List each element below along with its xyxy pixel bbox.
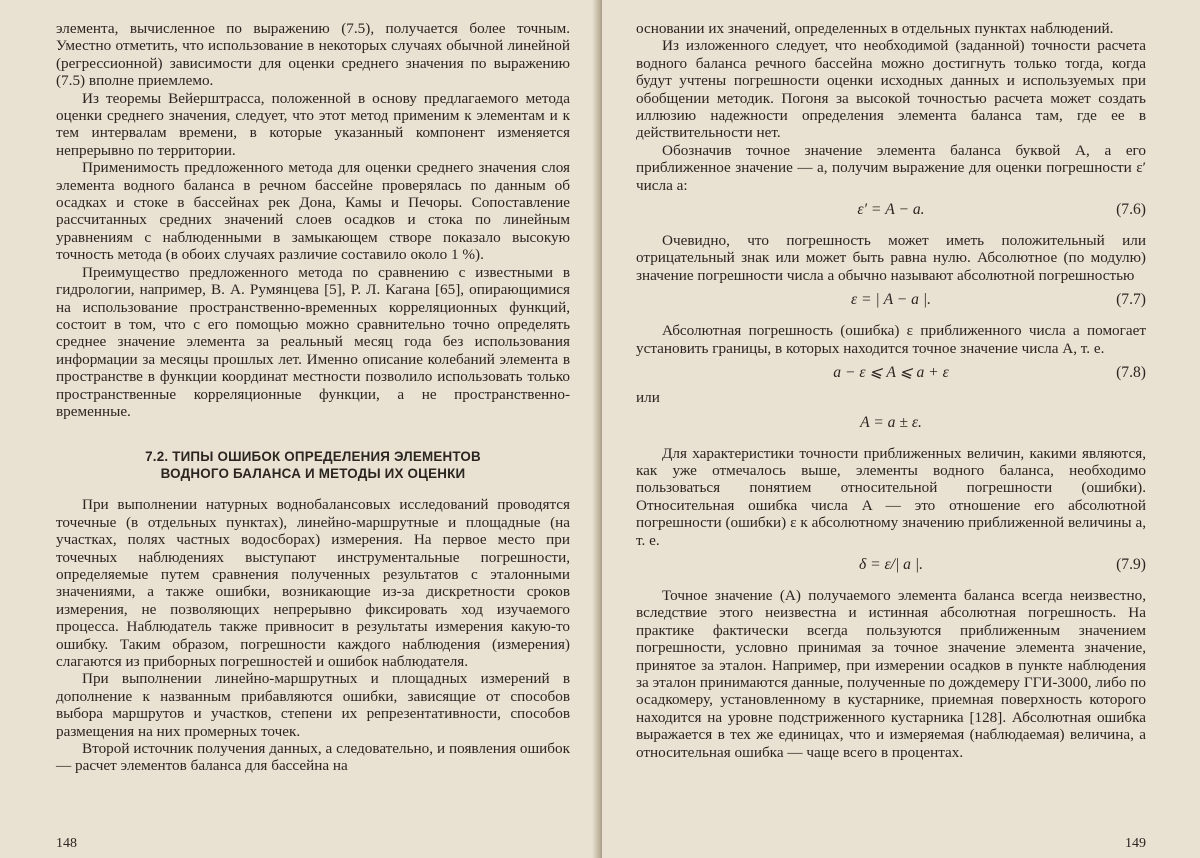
paragraph: Из теоремы Вейерштрасса, положенной в основу предлагаемого метода оценки среднего значения, следует, что этот метод применим к элементам и к тем интервалам времени, в которые указанный компонент изменяется непрерывно по территории. (56, 89, 570, 159)
formula-7-9 (636, 553, 1146, 577)
connector-text: или (636, 389, 660, 407)
paragraph: Абсолютная погрешность (ошибка) ε приближенного числа a помогает установить границы, в которых находится точное значение числа A, т. е. (636, 322, 1146, 357)
paragraph: При выполнении натурных воднобалансовых исследований проводятся точечные (в отдельных пунктах), линейно-маршрутные и площадные (на участках, полях частных водосборах) измерения. На первое место при точечных наблюдениях выступают инструментальные погрешности, определяемые путем сравнения полученных результатов с эталонными значениями, а также ошибки, возникающие из-за дискретности сроков измерения, не позволяющих непрерывно фиксировать ход изучаемого процесса. Наблюдатель также привносит в результаты измерения какую-то ошибку. Таким образом, погрешности каждого наблюдения (измерения) слагаются из приборных погрешностей и ошибок наблюдателя. (56, 496, 570, 670)
right-page (602, 0, 1200, 858)
paragraph: Для характеристики точности приближенных величин, какими являются, как уже отмечалось выше, элементы водного баланса, необходимо пользоваться понятием относительной погрешности (ошибки). Относительная ошибка числа A — это отношение его абсолютной погрешности (ошибки) ε к абсолютному значению приближенной величины a, т. е. (636, 444, 1146, 549)
heading-line-1: 7.2. ТИПЫ ОШИБОК ОПРЕДЕЛЕНИЯ ЭЛЕМЕНТОВ (145, 449, 481, 465)
paragraph: элемента, вычисленное по выражению (7.5), получается более точным. Уместно отметить, что использование в некоторых случаях обычной линейной (регрессионной) зависимости для оценки среднего значения по выражению (7.5) вполне приемлемо. (56, 20, 570, 90)
spacer (56, 420, 570, 434)
paragraph: Очевидно, что погрешность может иметь положительный или отрицательный знак или может быть равна нулю. Абсолютное (по модулю) значение погрешности числа a обычно называют абсолютной погрешностью (636, 232, 1146, 284)
formula-expression: ε′ = A − a. (857, 201, 925, 219)
heading-line-2: ВОДНОГО БАЛАНСА И МЕТОДЫ ИХ ОЦЕНКИ (160, 466, 466, 482)
formula-number: (7.8) (1116, 364, 1146, 382)
paragraph: При выполнении линейно-маршрутных и площадных измерений в дополнение к названным прибавляются ошибки, зависящие от способов выбора маршрутов и участков, степени их репрезентативности, способов размещения на них промерных точек. (56, 670, 570, 740)
paragraph: Применимость предложенного метода для оценки среднего значения слоя элемента водного баланса в речном бассейне проверялась по данным об осадках и стоке в бассейнах рек Дона, Камы и Печоры. Сопоставление рассчитанных средних значений слоев осадков и стока по линейным уравнениям с наблюденными в замыкающем створе показало высокую точность метода (в обоих случаях различие составило около 1 %). (56, 159, 570, 264)
paragraph: основании их значений, определенных в отдельных пунктах наблюдений. (636, 20, 1114, 37)
formula-expression: A = a ± ε. (860, 413, 922, 431)
paragraph: Обозначив точное значение элемента баланса буквой A, а его приближенное значение — a, получим выражение для оценки погрешности ε′ числа a: (636, 141, 1146, 194)
paragraph: Преимущество предложенного метода по сравнению с известными в гидрологии, например, В. А. Румянцева [5], Р. Л. Кагана [65], опирающимися на использование пространственно-временных корреляционных функций, состоит в том, что с его помощью можно сравнительно точно определять среднее значение элемента за реальный месяц года без использования информации за месяцы прошлых лет. Именно описание колебаний элемента в пространстве в функции координат местности позволило использовать только пространственные корреляционные функции, а не пространственно-временные. (56, 263, 570, 420)
left-page (0, 0, 598, 858)
formula-expression: δ = ε/| a |. (858, 555, 924, 573)
formula-plus-minus (636, 411, 1146, 435)
paragraph: Из изложенного следует, что необходимой (заданной) точности расчета водного баланса речного бассейна можно достигнуть только тогда, когда будут учтены погрешности оценки исходных данных и используемых при обобщении методик. Погоня за высокой точностью расчета может создать иллюзию надежности определения элемента баланса там, где ее в действительности нет. (636, 37, 1146, 142)
paragraph: Второй источник получения данных, а следовательно, и появления ошибок — расчет элементов баланса для бассейна на (56, 740, 570, 775)
page-number: 148 (56, 836, 77, 851)
formula-number: (7.9) (1116, 555, 1146, 573)
formula-number: (7.6) (1116, 201, 1146, 219)
formula-expression: a − ε ⩽ A ⩽ a + ε (833, 364, 949, 382)
formula-7-6 (636, 198, 1146, 222)
formula-number: (7.7) (1116, 291, 1146, 309)
section-heading (56, 448, 570, 482)
formula-expression: ε = | A − a |. (850, 291, 932, 309)
page-number: 149 (1125, 836, 1146, 851)
formula-7-7 (636, 288, 1146, 312)
formula-7-8 (636, 361, 1146, 385)
paragraph: Точное значение (A) получаемого элемента баланса всегда неизвестно, вследствие этого неизвестна и истинная абсолютная погрешность. На практике фактически всегда пользуются приближенным значением погрешности, условно принимая за точное значение элемента значение, принятое за эталон. Например, при измерении осадков в пункте наблюдения за эталон принимаются данные, полученные по дождемеру ГГИ-3000, либо по осадкомеру, установленному в кустарнике, приемная поверхность которого находится на уровне подстриженного кустарника [128]. Абсолютная ошибка выражается в тех же единицах, что и измеряемая (наблюдаемая) величина, а относительная ошибка — чаще всего в процентах. (636, 586, 1146, 761)
